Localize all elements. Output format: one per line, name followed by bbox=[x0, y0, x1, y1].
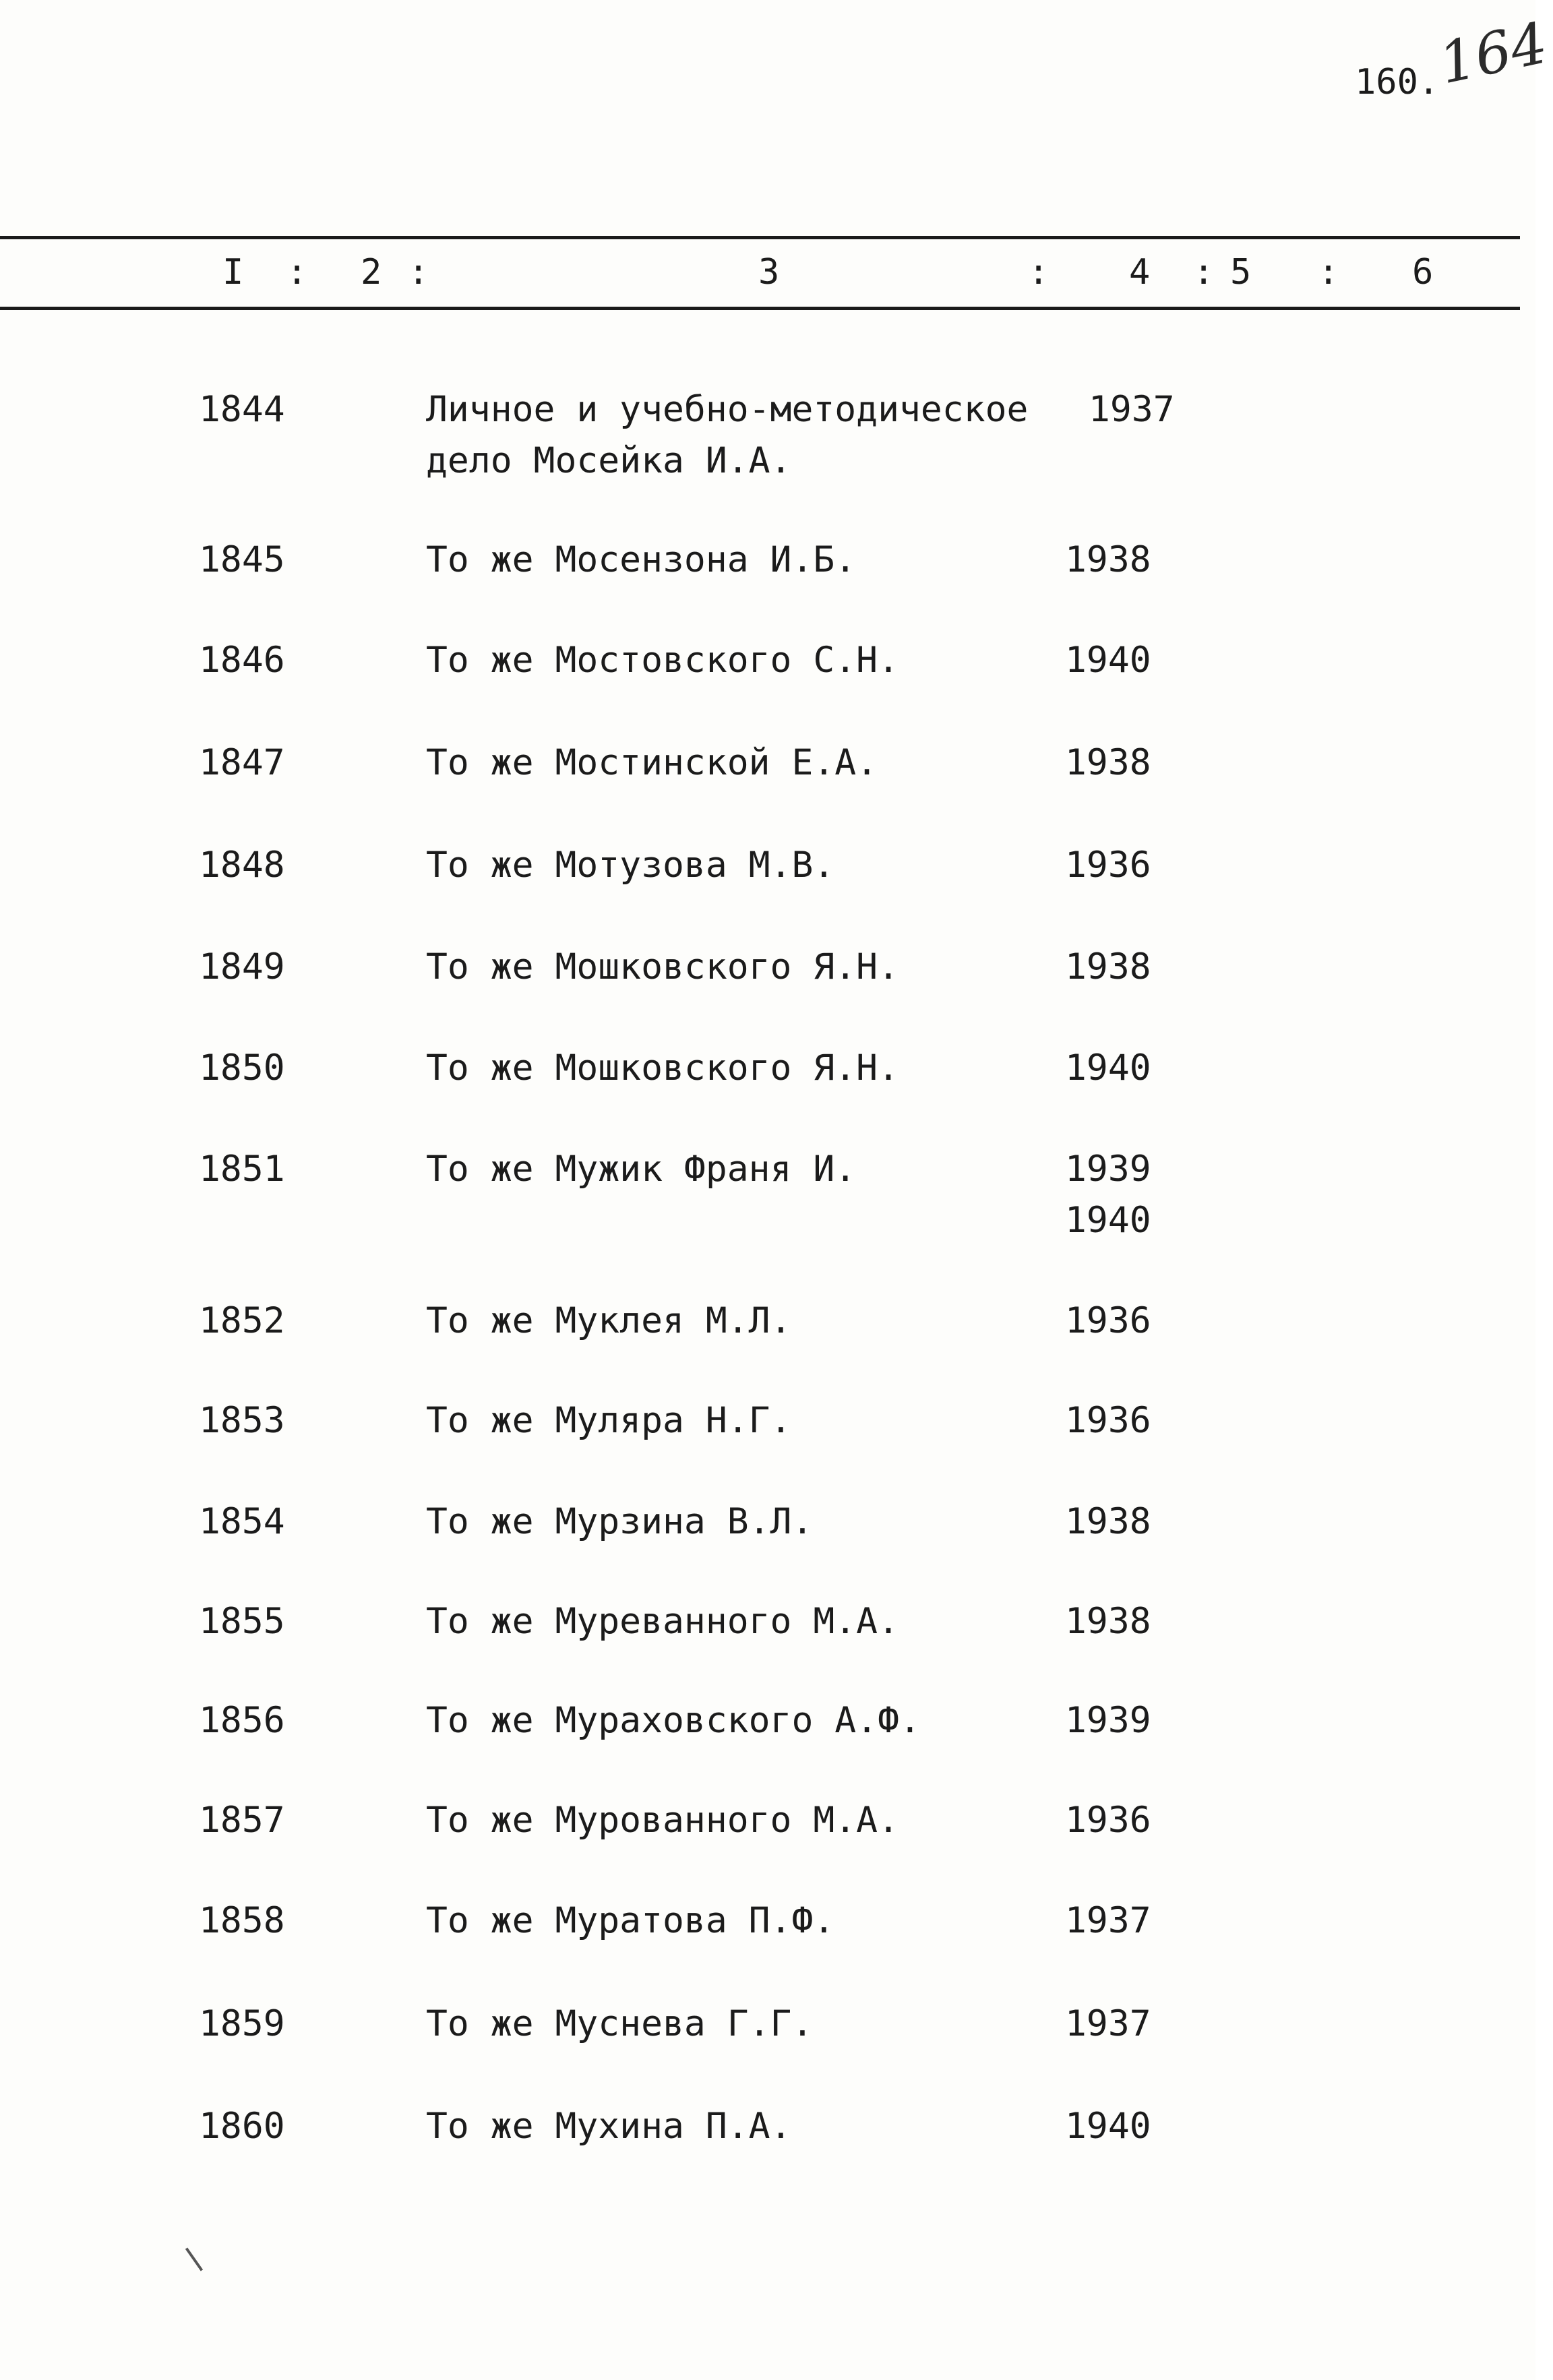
case-year: 1936 bbox=[1065, 1800, 1151, 1841]
case-year: 1937 bbox=[1089, 389, 1175, 430]
case-number: 1858 bbox=[199, 1900, 285, 1941]
page-number-handwritten: 164 bbox=[1433, 9, 1553, 97]
case-year: 1937 bbox=[1065, 2003, 1151, 2044]
header-col-3: 3 bbox=[758, 252, 780, 293]
case-number: 1845 bbox=[199, 539, 285, 580]
case-year: 1940 bbox=[1065, 1047, 1151, 1089]
header-col-1: I bbox=[222, 252, 244, 293]
case-number: 1851 bbox=[199, 1149, 285, 1190]
case-title: То же Мотузова М.В. bbox=[426, 845, 835, 886]
case-year: 1938 bbox=[1065, 1501, 1151, 1542]
case-number: 1849 bbox=[199, 946, 285, 987]
case-title: То же Мостовского С.Н. bbox=[426, 640, 899, 681]
header-col-4: 4 bbox=[1129, 252, 1151, 293]
header-separator: : bbox=[408, 252, 429, 293]
case-year: 1936 bbox=[1065, 1300, 1151, 1341]
case-title: Личное и учебно-методическое дело Мосейка И.А. bbox=[426, 389, 1029, 481]
case-year: 1940 bbox=[1065, 640, 1151, 681]
case-title: То же Муснева Г.Г. bbox=[426, 2003, 814, 2044]
header-separator: : bbox=[286, 252, 308, 293]
case-title: То же Мурзина В.Л. bbox=[426, 1501, 814, 1542]
case-number: 1853 bbox=[199, 1400, 285, 1441]
case-year: 1939 1940 bbox=[1065, 1149, 1151, 1241]
case-title: То же Муляра Н.Г. bbox=[426, 1400, 792, 1441]
case-title: То же Муратова П.Ф. bbox=[426, 1900, 835, 1941]
case-title: То же Мостинской Е.А. bbox=[426, 742, 878, 783]
header-col-5: 5 bbox=[1230, 252, 1252, 293]
page-number-typed: 160. bbox=[1355, 62, 1440, 102]
case-title: То же Мурованного М.А. bbox=[426, 1800, 899, 1841]
case-title: То же Мошковского Я.Н. bbox=[426, 1047, 899, 1089]
case-title: То же Муреванного М.А. bbox=[426, 1601, 899, 1642]
case-number: 1852 bbox=[199, 1300, 285, 1341]
case-number: 1856 bbox=[199, 1700, 285, 1741]
case-number: 1850 bbox=[199, 1047, 285, 1089]
table-header-bottom-rule bbox=[0, 307, 1520, 310]
case-year: 1937 bbox=[1065, 1900, 1151, 1941]
case-year: 1938 bbox=[1065, 539, 1151, 580]
case-number: 1859 bbox=[199, 2003, 285, 2044]
table-header-top-rule bbox=[0, 236, 1520, 239]
case-number: 1854 bbox=[199, 1501, 285, 1542]
case-title: То же Мошковского Я.Н. bbox=[426, 946, 899, 987]
case-number: 1848 bbox=[199, 845, 285, 886]
header-separator: : bbox=[1028, 252, 1049, 293]
case-year: 1936 bbox=[1065, 1400, 1151, 1441]
header-col-2: 2 bbox=[361, 252, 382, 293]
case-number: 1855 bbox=[199, 1601, 285, 1642]
case-year: 1939 bbox=[1065, 1700, 1151, 1741]
case-number: 1844 bbox=[199, 389, 285, 430]
case-number: 1846 bbox=[199, 640, 285, 681]
case-year: 1936 bbox=[1065, 845, 1151, 886]
header-separator: : bbox=[1318, 252, 1339, 293]
case-number: 1860 bbox=[199, 2106, 285, 2147]
case-year: 1938 bbox=[1065, 1601, 1151, 1642]
case-title: То же Мураховского А.Ф. bbox=[426, 1700, 921, 1741]
case-year: 1938 bbox=[1065, 946, 1151, 987]
case-title: То же Мухина П.А. bbox=[426, 2106, 792, 2147]
case-title: То же Мосензона И.Б. bbox=[426, 539, 857, 580]
case-number: 1857 bbox=[199, 1800, 285, 1841]
case-title: То же Муклея М.Л. bbox=[426, 1300, 792, 1341]
pen-mark bbox=[185, 2247, 203, 2271]
header-col-6: 6 bbox=[1412, 252, 1434, 293]
case-year: 1938 bbox=[1065, 742, 1151, 783]
case-year: 1940 bbox=[1065, 2106, 1151, 2147]
header-separator: : bbox=[1193, 252, 1215, 293]
case-title: То же Мужик Франя И. bbox=[426, 1149, 857, 1190]
case-number: 1847 bbox=[199, 742, 285, 783]
